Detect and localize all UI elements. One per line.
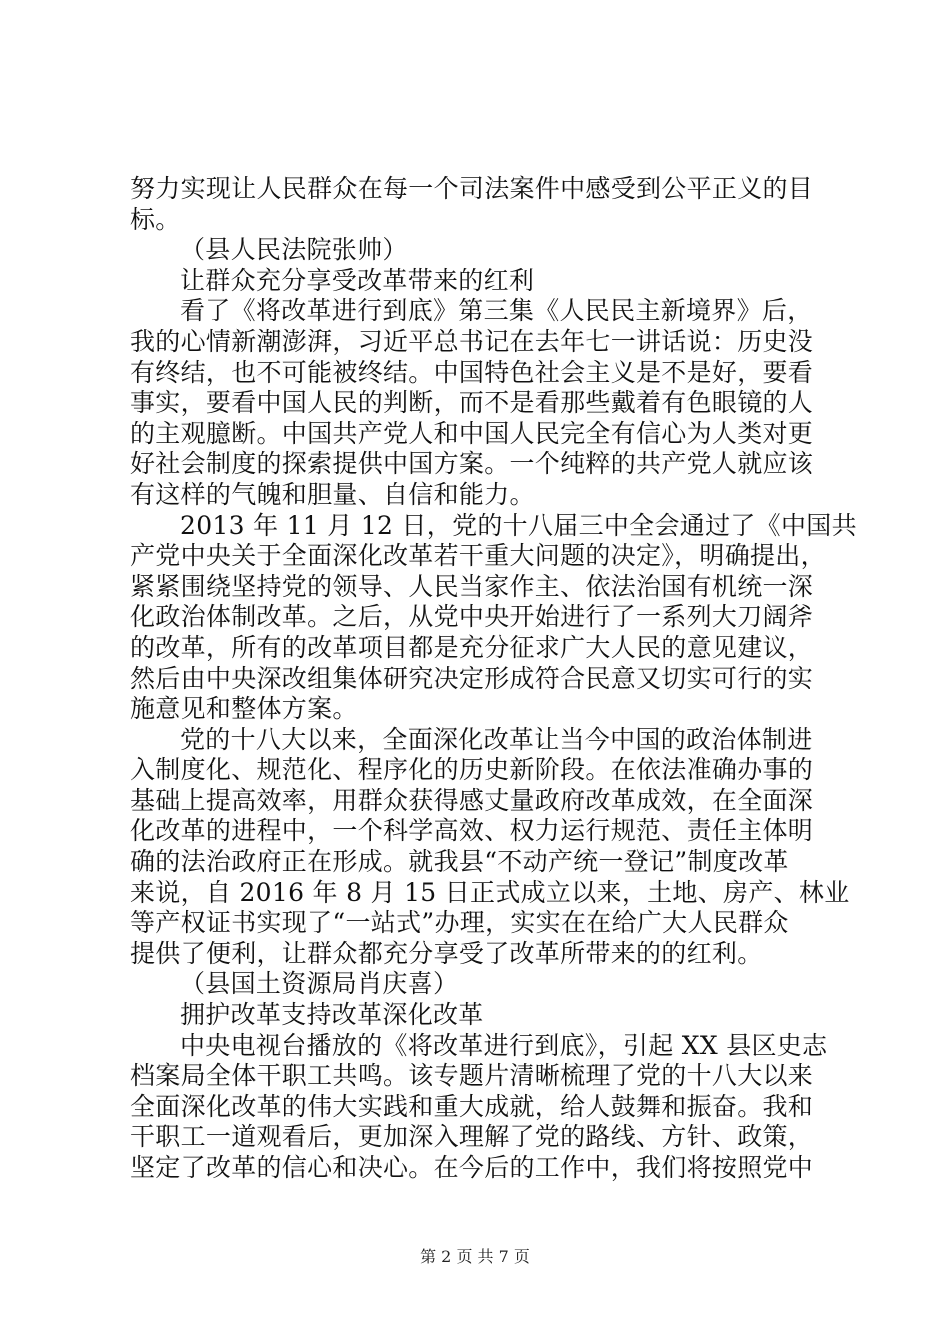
page-footer: 第 2 页 共 7 页 xyxy=(420,1247,530,1266)
text-line: 党的十八大以来，全面深化改革让当今中国的政治体制进 xyxy=(180,724,813,754)
text-line: 然后由中央深改组集体研究决定形成符合民意又切实可行的实 xyxy=(130,663,814,693)
document-body xyxy=(130,174,857,1184)
text-lines xyxy=(130,174,857,1184)
text-line: 入制度化、规范化、程序化的历史新阶段。在依法准确办事的 xyxy=(130,755,814,785)
text-line: 紧紧围绕坚持党的领导、人民当家作主、依法治国有机统一深 xyxy=(130,571,814,601)
text-line: 化改革的进程中，一个科学高效、权力运行规范、责任主体明 xyxy=(130,816,814,846)
text-line: 事实，要看中国人民的判断，而不是看那些戴着有色眼镜的人 xyxy=(130,388,814,418)
text-line: 2013 年 11 月 12 日，党的十八届三中全会通过了《中国共 xyxy=(180,510,857,540)
text-line: 有终结，也不可能被终结。中国特色社会主义是不是好，要看 xyxy=(130,357,814,387)
text-line: 标。 xyxy=(130,204,181,234)
text-line: 的主观臆断。中国共产党人和中国人民完全有信心为人类对更 xyxy=(130,418,814,448)
text-line: 化政治体制改革。之后，从党中央开始进行了一系列大刀阔斧 xyxy=(130,602,814,632)
text-line: 有这样的气魄和胆量、自信和能力。 xyxy=(130,479,535,509)
text-line: 努力实现让人民群众在每一个司法案件中感受到公平正义的目 xyxy=(130,174,814,203)
text-line: 坚定了改革的信心和决心。在今后的工作中，我们将按照党中 xyxy=(130,1153,814,1182)
text-line: 中央电视台播放的《将改革进行到底》，引起 XX 县区史志 xyxy=(180,1030,828,1060)
text-line: 产党中央关于全面深化改革若干重大问题的决定》，明确提出， xyxy=(130,541,826,571)
text-line: 全面深化改革的伟大实践和重大成就，给人鼓舞和振奋。我和 xyxy=(130,1091,814,1121)
text-line: 拥护改革支持改革深化改革 xyxy=(180,1000,484,1030)
text-line: 施意见和整体方案。 xyxy=(130,694,358,724)
text-line: 基础上提高效率，用群众获得感丈量政府改革成效，在全面深 xyxy=(130,785,814,815)
text-line: 档案局全体干职工共鸣。该专题片清晰梳理了党的十八大以来 xyxy=(130,1061,814,1091)
text-line: 干职工一道观看后，更加深入理解了党的路线、方针、政策， xyxy=(130,1122,814,1152)
text-line: 等产权证书实现了“一站式”办理，实实在在给广大人民群众 xyxy=(130,908,789,938)
text-line: 我的心情新潮澎湃，习近平总书记在去年七一讲话说：历史没 xyxy=(130,326,814,356)
text-line: （县国土资源局肖庆喜） xyxy=(180,969,459,999)
text-line: 来说，自 2016 年 8 月 15 日正式成立以来，土地、房产、林业 xyxy=(130,877,850,907)
text-line: 看了《将改革进行到底》第三集《人民民主新境界》后， xyxy=(180,296,813,326)
text-line: 提供了便利，让群众都充分享受了改革所带来的的红利。 xyxy=(130,938,763,968)
text-line: 好社会制度的探索提供中国方案。一个纯粹的共产党人就应该 xyxy=(130,449,814,479)
text-line: 的改革，所有的改革项目都是充分征求广大人民的意见建议， xyxy=(130,632,814,662)
text-line: 确的法治政府正在形成。就我县“不动产统一登记”制度改革 xyxy=(130,847,789,877)
text-line: 让群众充分享受改革带来的红利 xyxy=(180,265,535,295)
text-line: （县人民法院张帅） xyxy=(180,235,408,265)
